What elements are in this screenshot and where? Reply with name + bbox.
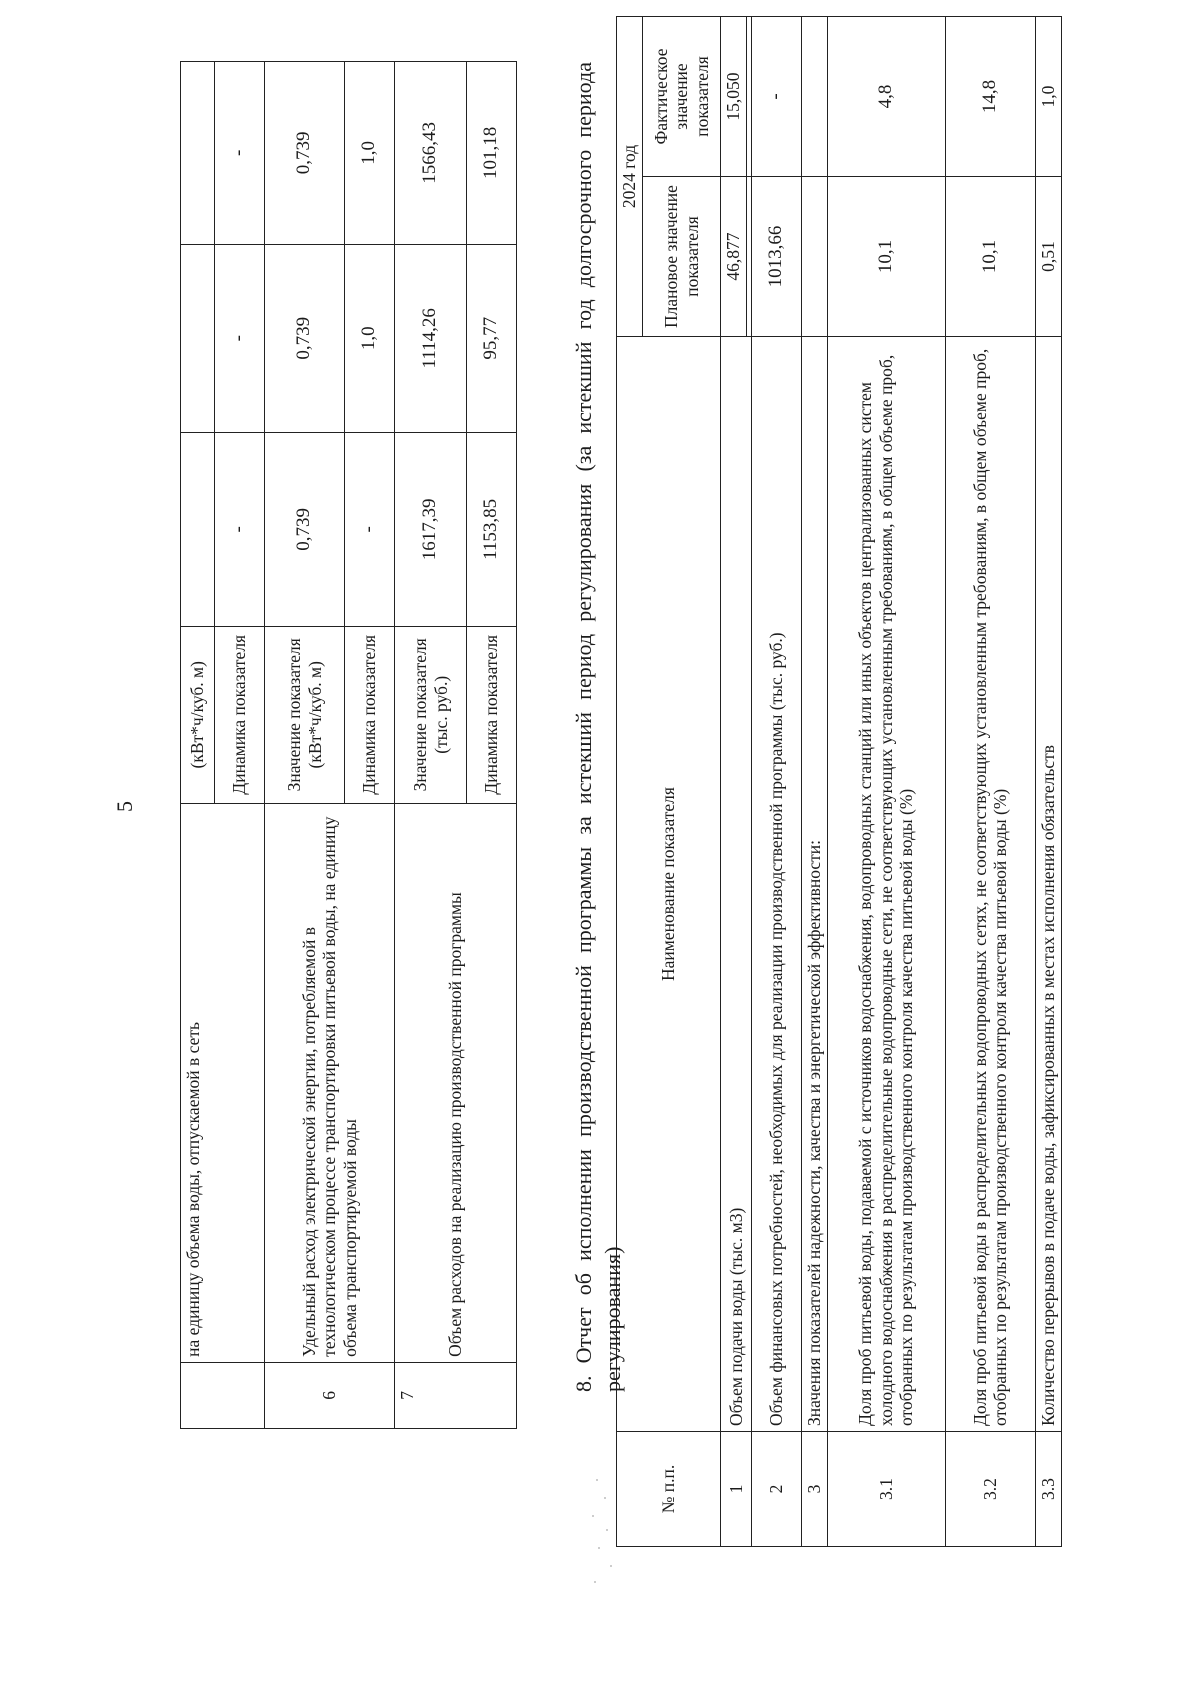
sub-label: Динамика показателя [467,626,517,803]
value-cell: 0,739 [265,62,345,245]
fact-value: 1,0 [1035,17,1061,177]
value-cell: 1,0 [345,244,395,432]
value-cell: 1153,85 [467,432,517,626]
value-cell [181,432,215,626]
table-row [945,17,1035,1547]
fact-value: 4,8 [827,17,945,177]
value-cell: - [215,244,265,432]
indicator-name: Количество перерывов в подаче воды, зафиксированных в местах исполнения обязательств [1035,337,1061,1432]
sub-label: Значение показателя (кВт*ч/куб. м) [265,626,345,803]
fact-value: 15,050 [721,17,747,177]
row-number: 3.3 [1035,1432,1061,1547]
plan-value: 10,1 [827,177,945,337]
row-number: 7 [395,1362,517,1428]
production-program-report-table [616,16,1062,1547]
value-cell: 1,0 [345,62,395,245]
fact-value: - [751,17,801,177]
table-row [721,17,747,1547]
table-row [265,62,345,1429]
plan-value: 1013,66 [751,177,801,337]
value-cell [181,244,215,432]
row-number [181,1362,265,1428]
sub-label: (кВт*ч/куб. м) [181,626,215,803]
sub-label: Значение показателя (тыс. руб.) [395,626,467,803]
value-cell: 0,739 [265,244,345,432]
row-number: 1 [721,1432,752,1547]
plan-value: 0,51 [1035,177,1061,337]
table-row [801,17,827,1547]
value-cell: 1617,39 [395,432,467,626]
table-row [827,17,945,1547]
table-row [1035,17,1061,1547]
value-cell: 95,77 [467,244,517,432]
indicator-name: на единицу объема воды, отпускаемой в сеть [181,803,265,1362]
table-row [395,62,467,1429]
value-cell: - [215,432,265,626]
row-number: 2 [751,1432,801,1547]
value-cell [181,62,215,245]
indicator-name: Объем расходов на реализацию производственной программы [395,803,517,1362]
plan-value: 10,1 [945,177,1035,337]
header-name: Наименование показателя [617,337,721,1432]
indicator-name: Доля проб питьевой воды, подаваемой с источников водоснабжения, водопроводных станций или иных объектов централизованных систем холодного водоснабжения в распределительные водопроводные сети, не соответствующих установленным требованиям, в общем объеме проб, отобранных по результатам производственного контроля качества питьевой воды (%) [827,337,945,1432]
sub-label: Динамика показателя [215,626,265,803]
table-header-row [617,17,643,1547]
header-fact: Фактическое значение показателя [643,17,721,177]
header-plan: Плановое значение показателя [643,177,721,337]
indicator-name: Объем финансовых потребностей, необходимых для реализации производственной программы (тыс. руб.) [751,337,801,1432]
row-number: 3.2 [945,1432,1035,1547]
indicator-name: Значения показателей надежности, качества и энергетической эффективности: [801,337,827,1432]
value-cell: 1566,43 [395,62,467,245]
fact-value [801,17,827,177]
indicator-name: Доля проб питьевой воды в распределительных водопроводных сетях, не соответствующих установленным требованиям, в общем объеме проб, отобранных по результатам производственного контроля качества питьевой воды (%) [945,337,1035,1432]
plan-value: 46,877 [721,177,747,337]
fact-value: 14,8 [945,17,1035,177]
page-number: 5 [112,801,137,812]
value-cell: 0,739 [265,432,345,626]
plan-value [801,177,827,337]
header-year: 2024 год [617,17,643,337]
value-cell: - [215,62,265,245]
row-number: 6 [265,1362,395,1428]
value-cell: 1114,26 [395,244,467,432]
section-8-title: 8. Отчет об исполнении производственной программы за истекший период регулирования (за истекший год долгосрочного периода регулирования) [571,62,625,1392]
row-number: 3.1 [827,1432,945,1547]
indicator-name: Удельный расход электрической энергии, потребляемой в технологическом процессе транспортировки питьевой воды, на единицу объема транспортируемой воды [265,803,395,1362]
indicators-table-continuation [180,61,517,1429]
row-number: 3 [801,1432,827,1547]
table-row [751,17,801,1547]
header-number: № п.п. [617,1432,721,1547]
indicator-name: Объем подачи воды (тыс. м3) [721,337,752,1432]
table-row [181,62,215,1429]
sub-label: Динамика показателя [345,626,395,803]
value-cell: 101,18 [467,62,517,245]
value-cell: - [345,432,395,626]
